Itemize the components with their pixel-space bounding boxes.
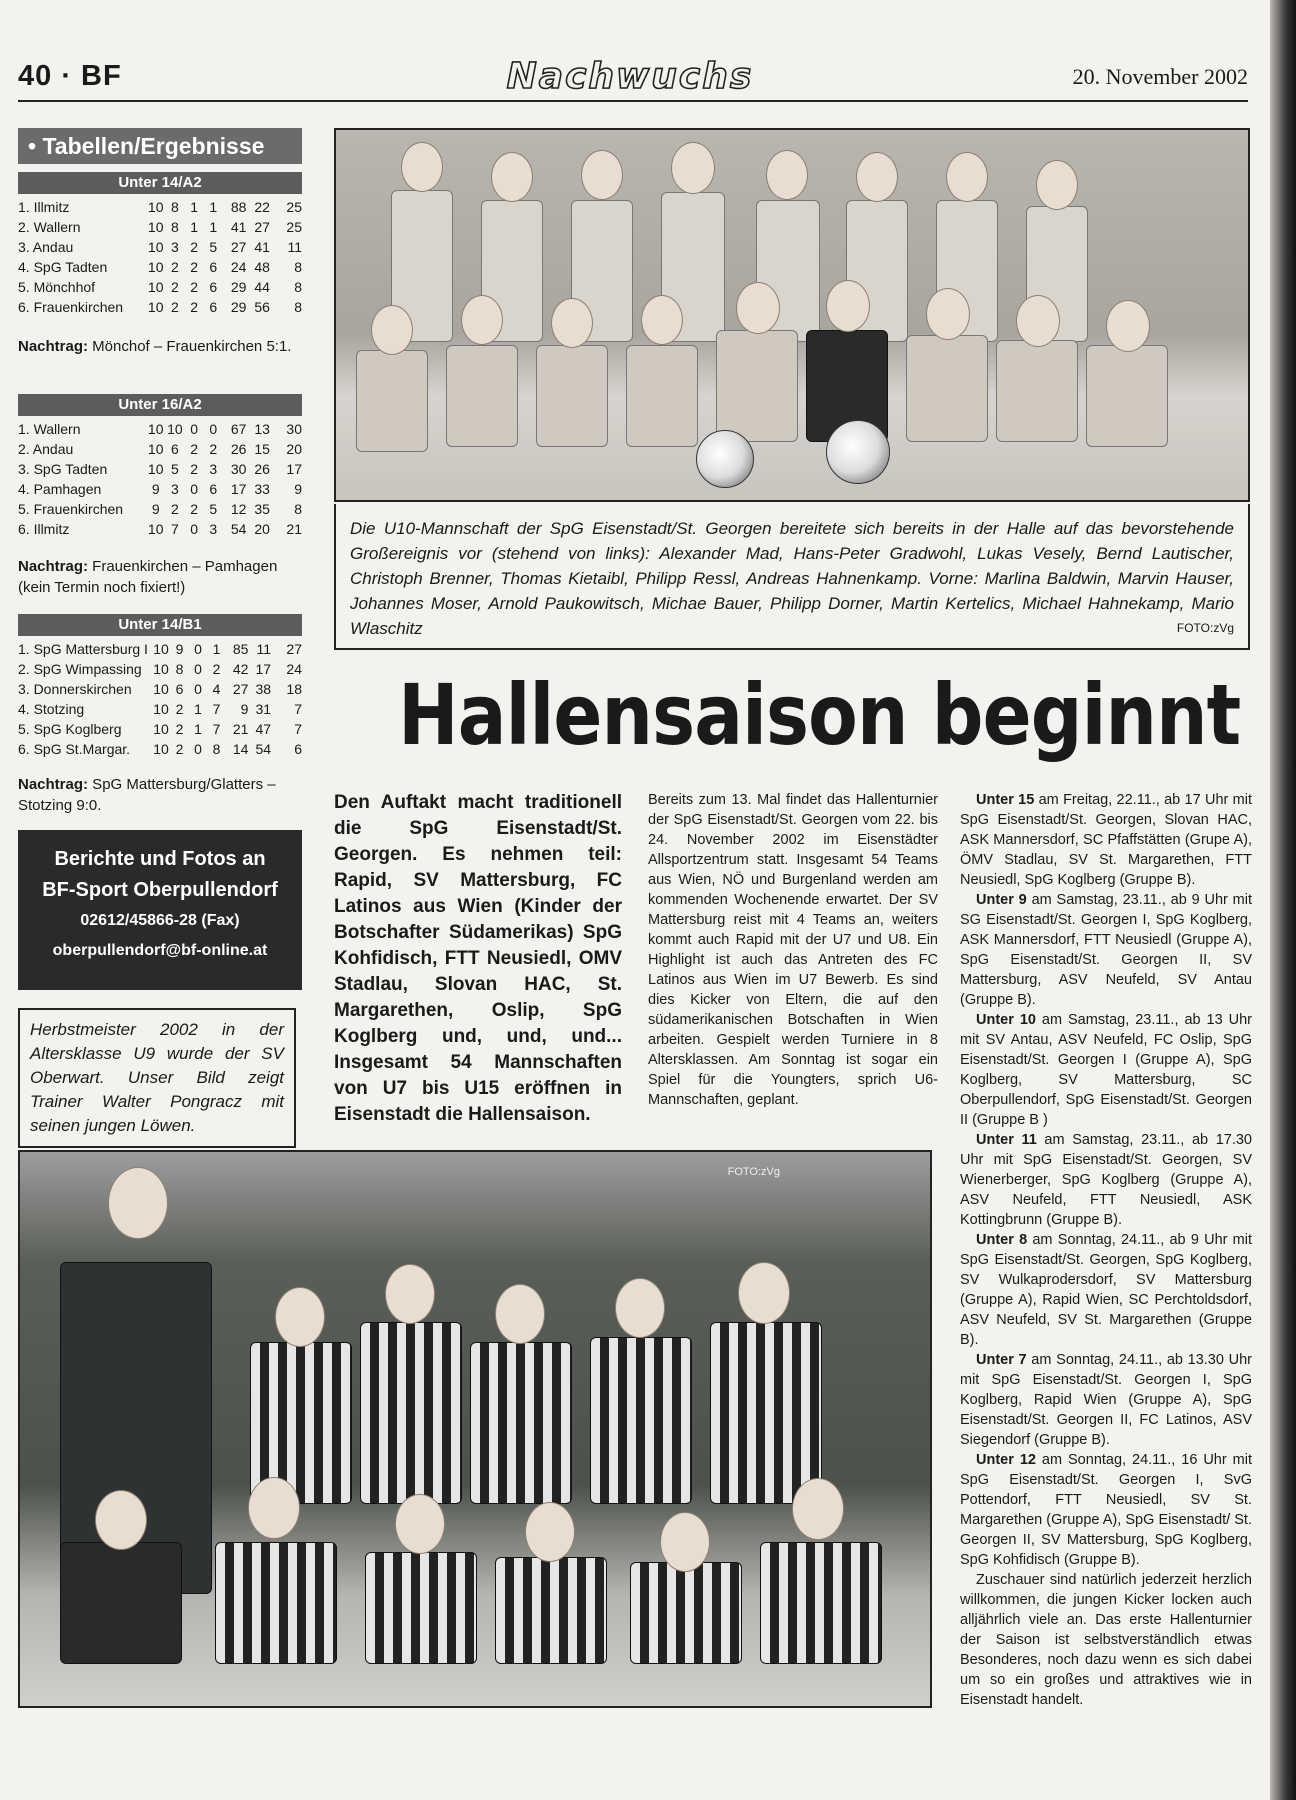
schedule-text: am Sonntag, 24.11., ab 13.30 Uhr mit SpG Eisenstadt/St. Georgen I, SpG Koglberg, Rapid Wien (Gruppe A), SpG Eisenstadt/St. Georgen II, FC Latinos, ASV Siegendorf (Gruppe B). <box>960 1352 1252 1448</box>
stat-cell: 2 <box>190 501 199 517</box>
team-cell: 6. SpG St.Margar. <box>18 741 131 757</box>
stat-cell: 0 <box>194 741 202 757</box>
note-label: Nachtrag: <box>18 776 89 793</box>
stat-cell: 6 <box>209 279 218 295</box>
schedule-label: Unter 11 <box>976 1132 1037 1148</box>
page-edge-shadow <box>1270 0 1296 1800</box>
photo1-caption <box>334 504 1250 650</box>
stat-cell: 10 <box>153 701 169 717</box>
tournament-schedule <box>960 790 1252 1710</box>
stat-cell: 56 <box>254 299 270 315</box>
stat-cell: 11 <box>287 239 302 255</box>
note-text: Frauenkirchen – Pamhagen (kein Termin noch fixiert!) <box>18 558 278 596</box>
stat-cell: 10 <box>147 219 164 235</box>
headline: Hallensaison beginnt <box>398 666 1241 764</box>
team-photo-hall <box>334 128 1250 502</box>
team-cell: 1. Wallern <box>18 421 81 437</box>
stat-cell: 41 <box>230 219 247 235</box>
stat-cell: 31 <box>255 701 272 717</box>
stat-cell: 3 <box>209 521 218 537</box>
stat-cell: 0 <box>194 661 202 677</box>
table-row <box>18 499 302 519</box>
stat-cell: 2 <box>171 279 179 295</box>
stat-cell: 54 <box>230 521 247 537</box>
team-cell: 1. SpG Mattersburg I <box>18 641 148 657</box>
header-rule <box>18 100 1248 102</box>
stat-cell: 9 <box>151 501 160 517</box>
stat-cell: 1 <box>194 701 202 717</box>
table-note <box>18 556 302 598</box>
table-note <box>18 774 302 816</box>
stat-cell: 27 <box>254 219 270 235</box>
schedule-label: Unter 8 <box>976 1232 1028 1248</box>
stat-cell: 8 <box>171 199 179 215</box>
table-row <box>18 679 302 699</box>
stat-cell: 2 <box>175 741 184 757</box>
table-heading: Unter 14/A2 <box>18 172 302 194</box>
table-row <box>18 699 302 719</box>
issue-date: 20. November 2002 <box>1072 64 1248 89</box>
schedule-item <box>960 1130 1252 1230</box>
stat-cell: 2 <box>190 441 199 457</box>
table-row <box>18 719 302 739</box>
stat-cell: 2 <box>171 299 179 315</box>
stat-cell: 17 <box>286 461 302 477</box>
stat-cell: 0 <box>190 481 199 497</box>
stat-cell: 2 <box>190 461 199 477</box>
table-row <box>18 217 302 237</box>
table-note <box>18 336 302 357</box>
stat-cell: 7 <box>171 521 179 537</box>
schedule-text: am Samstag, 23.11., ab 17.30 Uhr mit SpG Eisenstadt/St. Georgen, SV Wienerberger, SpG Koglberg (Gruppe A), ASV Neufeld, FTT Neusiedl, ASK Kottingbrunn (Gruppe B). <box>960 1132 1252 1228</box>
stat-cell: 13 <box>254 421 270 437</box>
table-row <box>18 479 302 499</box>
stat-cell: 2 <box>190 259 199 275</box>
stat-cell: 10 <box>147 521 164 537</box>
photo-credit: FOTO:zVg <box>1176 621 1234 635</box>
schedule-label: Unter 9 <box>976 892 1027 908</box>
stat-cell: 8 <box>294 501 302 517</box>
stat-cell: 54 <box>255 741 272 757</box>
note-label: Nachtrag: <box>18 558 89 575</box>
stat-cell: 20 <box>286 441 302 457</box>
stat-cell: 1 <box>209 219 218 235</box>
stat-cell: 10 <box>147 461 164 477</box>
stat-cell: 3 <box>171 481 179 497</box>
note-label: Nachtrag: <box>18 338 89 355</box>
standings-table <box>18 639 302 759</box>
stat-cell: 2 <box>209 441 218 457</box>
schedule-text: am Freitag, 22.11., ab 17 Uhr mit SpG Eisenstadt/St. Georgen, Slovan HAC, ASK Mannersdorf, SC Pfaffstätten (Grupe A), ÖMV Stadlau, SV St. Margarethen, FTT Neusiedl, SpG Koglberg (Gruppe B). <box>960 792 1252 888</box>
stat-cell: 30 <box>286 421 302 437</box>
stat-cell: 5 <box>209 239 218 255</box>
stat-cell: 2 <box>190 239 199 255</box>
stat-cell: 30 <box>230 461 247 477</box>
team-cell: 4. Stotzing <box>18 701 85 717</box>
schedule-item <box>960 1350 1252 1450</box>
team-cell: 3. Donnerskirchen <box>18 681 132 697</box>
page-label: 40 · BF <box>18 60 122 92</box>
stat-cell: 3 <box>171 239 179 255</box>
stat-cell: 10 <box>147 259 164 275</box>
schedule-label: Unter 12 <box>976 1452 1036 1468</box>
stat-cell: 26 <box>254 461 270 477</box>
stat-cell: 6 <box>171 441 179 457</box>
caption-text: Die U10-Mannschaft der SpG Eisenstadt/St. Georgen bereitete sich bereits in der Halle auf das bevorstehende Großereignis vor (stehend von links): Alexander Mad, Hans-Peter Gradwohl, Lukas Vesely, Bernd Lautischer, Christoph Brenner, Thomas Kietaibl, Philipp Ressl, Andreas Hahnenkamp. Vorne: Marlina Baldwin, Marvin Hauser, Johannes Moser, Arnold Paukowitsch, Michae Bauer, Philipp Dorner, Martin Kertelics, Michael Hahnekamp, Mario Wlaschitz <box>350 519 1234 638</box>
stat-cell: 29 <box>230 299 247 315</box>
stat-cell: 29 <box>230 279 247 295</box>
team-cell: 2. Andau <box>18 441 74 457</box>
stat-cell: 15 <box>254 441 270 457</box>
article-lead: Den Auftakt macht traditionell die SpG Eisenstadt/St. Georgen. Es nehmen teil: Rapid, SV Mattersburg, FC Latinos aus Wien (Kinder der Botschafter Südamerikas) SpG Kohfidisch, FTT Neusiedl, OMV Stadlau, Slovan HAC, St. Margarethen, Oslip, SpG Koglberg und, und, und... Insgesamt 54 Mannschaften von U7 bis U15 eröffnen in Eisenstadt die Hallensaison. <box>334 792 622 1125</box>
tables-title: • Tabellen/Ergebnisse <box>18 128 302 164</box>
schedule-item <box>960 890 1252 1010</box>
table-row <box>18 277 302 297</box>
stat-cell: 8 <box>294 279 302 295</box>
contact-promo-box <box>18 830 302 990</box>
table-row <box>18 659 302 679</box>
schedule-item <box>960 790 1252 890</box>
stat-cell: 10 <box>153 741 169 757</box>
promo-fax: 02612/45866-28 (Fax) <box>80 912 240 929</box>
team-cell: 3. Andau <box>18 239 74 255</box>
schedule-item <box>960 1010 1252 1130</box>
stat-cell: 10 <box>167 421 183 437</box>
stat-cell: 9 <box>240 701 249 717</box>
stat-cell: 18 <box>286 681 302 697</box>
stat-cell: 10 <box>153 661 169 677</box>
stat-cell: 2 <box>175 701 184 717</box>
stat-cell: 17 <box>255 661 272 677</box>
table-u14a2 <box>18 172 302 317</box>
stat-cell: 9 <box>294 481 302 497</box>
stat-cell: 8 <box>171 219 179 235</box>
table-row <box>18 297 302 317</box>
team-cell: 1. Illmitz <box>18 199 70 215</box>
table-row <box>18 519 302 539</box>
team-cell: 6. Illmitz <box>18 521 70 537</box>
stat-cell: 7 <box>294 701 302 717</box>
stat-cell: 9 <box>175 641 184 657</box>
stat-cell: 2 <box>171 259 179 275</box>
stat-cell: 10 <box>147 279 164 295</box>
note-text: Mönchof – Frauenkirchen 5:1. <box>88 338 292 355</box>
table-u16a2 <box>18 394 302 539</box>
stat-cell: 7 <box>294 721 302 737</box>
stat-cell: 8 <box>294 299 302 315</box>
stat-cell: 38 <box>255 681 272 697</box>
stat-cell: 10 <box>153 721 169 737</box>
table-row <box>18 459 302 479</box>
stat-cell: 5 <box>209 501 218 517</box>
stat-cell: 5 <box>171 461 179 477</box>
table-heading: Unter 16/A2 <box>18 394 302 416</box>
stat-cell: 21 <box>286 521 302 537</box>
table-row <box>18 639 302 659</box>
article-paragraph: Bereits zum 13. Mal findet das Hallenturnier der SpG Eisenstadt/St. Georgen vom 22. bis 24. November 2002 im Eisenstädter Allsportzentrum statt. Insgesamt 54 Teams aus Wien, NÖ und Burgenland werden am kommenden Wochenende erwartet. Der SV Mattersburg reist mit 4 Teams an, weiters kommt auch Rapid mit der U7 und U8. Ein Highlight ist auch das Antreten des FC Latinos aus Wien im U7 Bewerb. Es sind dies Kicker von Eltern, die auf den südamerikanischen Botschaften in Wien arbeiten. Gespielt werden Turniere in 8 Altersklassen. Am Sonntag ist sogar ein Spiel für die Youngters, sprich U6-Mannschaften, geplant. <box>648 792 938 1108</box>
schedule-item <box>960 1450 1252 1570</box>
closing-paragraph: Zuschauer sind natürlich jederzeit herzlich willkommen, die jungen Kicker locken auch alljährlich viele an. Das erste Hallenturnier der Saison ist selbstverständlich etwas Besonderes, noch dazu wenn es sich dabei um so ein großes und attraktives wie in Eisenstadt handelt. <box>960 1572 1252 1708</box>
schedule-label: Unter 10 <box>976 1012 1036 1028</box>
stat-cell: 2 <box>171 501 179 517</box>
stat-cell: 33 <box>254 481 270 497</box>
standings-table <box>18 419 302 539</box>
stat-cell: 0 <box>194 681 202 697</box>
stat-cell: 10 <box>147 239 164 255</box>
table-row <box>18 197 302 217</box>
stat-cell: 0 <box>190 521 199 537</box>
team-cell: 5. Frauenkirchen <box>18 501 124 517</box>
stat-cell: 41 <box>254 239 270 255</box>
schedule-label: Unter 15 <box>976 792 1035 808</box>
team-cell: 4. Pamhagen <box>18 481 102 497</box>
table-row <box>18 739 302 759</box>
stat-cell: 25 <box>286 199 302 215</box>
table-row <box>18 419 302 439</box>
table-heading: Unter 14/B1 <box>18 614 302 636</box>
stat-cell: 6 <box>209 259 218 275</box>
stat-cell: 35 <box>254 501 270 517</box>
stat-cell: 11 <box>256 641 272 657</box>
table-row <box>18 257 302 277</box>
stat-cell: 10 <box>147 441 164 457</box>
promo-office: BF-Sport Oberpullendorf <box>42 879 278 901</box>
table-row <box>18 237 302 257</box>
section-title: Nachwuchs <box>506 56 754 97</box>
stat-cell: 0 <box>209 421 218 437</box>
stat-cell: 48 <box>254 259 270 275</box>
stat-cell: 2 <box>190 279 199 295</box>
table-row <box>18 439 302 459</box>
stat-cell: 17 <box>230 481 247 497</box>
schedule-text: am Sonntag, 24.11., ab 9 Uhr mit SpG Eisenstadt/St. Georgen, SpG Koglberg, SV Wulkaprodersdorf, SV Mattersburg (Gruppe A), Rapid Wien, SC Perchtoldsdorf, ASV Neufeld, SV St. Margarethen (Gruppe B). <box>960 1232 1252 1348</box>
stat-cell: 42 <box>232 661 249 677</box>
stat-cell: 2 <box>190 299 199 315</box>
stat-cell: 6 <box>209 481 218 497</box>
stat-cell: 27 <box>232 681 249 697</box>
stat-cell: 22 <box>254 199 270 215</box>
stat-cell: 27 <box>230 239 247 255</box>
stat-cell: 4 <box>212 681 221 697</box>
team-cell: 2. SpG Wimpassing <box>18 661 142 677</box>
schedule-text: am Samstag, 23.11., ab 9 Uhr mit SG Eisenstadt/St. Georgen I, SpG Koglberg, ASK Mannersdorf, FTT Neusiedl (Gruppe A), SpG Eisenstadt/St. Georgen II, SV Mattersburg, ASV Neufeld, SV Antau (Gruppe B). <box>960 892 1252 1008</box>
stat-cell: 6 <box>294 741 302 757</box>
table-u14b1 <box>18 614 302 759</box>
team-cell: 3. SpG Tadten <box>18 461 108 477</box>
stat-cell: 21 <box>232 721 249 737</box>
stat-cell: 47 <box>255 721 272 737</box>
team-cell: 2. Wallern <box>18 219 81 235</box>
schedule-label: Unter 7 <box>976 1352 1027 1368</box>
stat-cell: 1 <box>209 199 218 215</box>
stat-cell: 2 <box>212 661 221 677</box>
stat-cell: 10 <box>153 641 169 657</box>
promo-line: Berichte und Fotos an <box>54 848 266 870</box>
stat-cell: 14 <box>232 741 249 757</box>
photo-credit: FOTO:zVg <box>727 1166 780 1178</box>
team-cell: 6. Frauenkirchen <box>18 299 124 315</box>
schedule-text: am Samstag, 23.11., ab 13 Uhr mit SV Antau, ASV Neufeld, FC Oslip, SpG Eisenstadt/St. Georgen I (Gruppe A), SpG Koglberg, SV Mattersburg, SC Oberpullendorf, SpG Eisenstadt/St. Georgen II (Gruppe B ) <box>960 1012 1252 1128</box>
stat-cell: 10 <box>153 681 169 697</box>
standings-table <box>18 197 302 317</box>
schedule-item <box>960 1230 1252 1350</box>
stat-cell: 6 <box>175 681 184 697</box>
schedule-text: am Sonntag, 24.11., 16 Uhr mit SpG Eisenstadt/St. Georgen I, SvG Pottendorf, FTT Neusiedl, SV St. Margarethen (Gruppe A), SpG Eisenstadt/ St. Georgen II, SV Mattersburg, SpG Koglberg, SpG Kohfidisch (Gruppe B). <box>960 1452 1252 1568</box>
stat-cell: 12 <box>230 501 247 517</box>
stat-cell: 67 <box>230 421 247 437</box>
stat-cell: 25 <box>286 219 302 235</box>
stat-cell: 0 <box>190 421 199 437</box>
stat-cell: 3 <box>209 461 218 477</box>
stat-cell: 10 <box>147 199 164 215</box>
stat-cell: 44 <box>254 279 270 295</box>
stat-cell: 8 <box>175 661 184 677</box>
stat-cell: 10 <box>147 299 164 315</box>
stat-cell: 27 <box>286 641 302 657</box>
stat-cell: 0 <box>194 641 202 657</box>
stat-cell: 10 <box>147 421 164 437</box>
stat-cell: 1 <box>190 219 199 235</box>
stat-cell: 7 <box>212 721 221 737</box>
stat-cell: 1 <box>212 641 221 657</box>
stat-cell: 26 <box>230 441 247 457</box>
article-body <box>648 790 938 1110</box>
promo-email[interactable]: oberpullendorf@bf-online.at <box>52 942 268 959</box>
stat-cell: 2 <box>175 721 184 737</box>
stat-cell: 9 <box>151 481 160 497</box>
stat-cell: 6 <box>209 299 218 315</box>
team-cell: 5. Mönchhof <box>18 279 96 295</box>
stat-cell: 85 <box>232 641 249 657</box>
stat-cell: 7 <box>212 701 221 717</box>
stat-cell: 1 <box>194 721 202 737</box>
stat-cell: 24 <box>286 661 302 677</box>
stat-cell: 20 <box>254 521 270 537</box>
stat-cell: 88 <box>230 199 247 215</box>
photo2-caption: Herbstmeister 2002 in der Altersklasse U9 wurde der SV Oberwart. Unser Bild zeigt Trainer Walter Pongracz mit seinen jungen Löwen. <box>18 1008 296 1148</box>
stat-cell: 24 <box>230 259 247 275</box>
team-cell: 4. SpG Tadten <box>18 259 108 275</box>
note-text: SpG Mattersburg/Glatters – Stotzing 9:0. <box>18 776 276 814</box>
stat-cell: 8 <box>294 259 302 275</box>
stat-cell: 8 <box>212 741 221 757</box>
team-cell: 5. SpG Koglberg <box>18 721 122 737</box>
stat-cell: 1 <box>190 199 199 215</box>
team-photo-outdoor <box>18 1150 932 1708</box>
